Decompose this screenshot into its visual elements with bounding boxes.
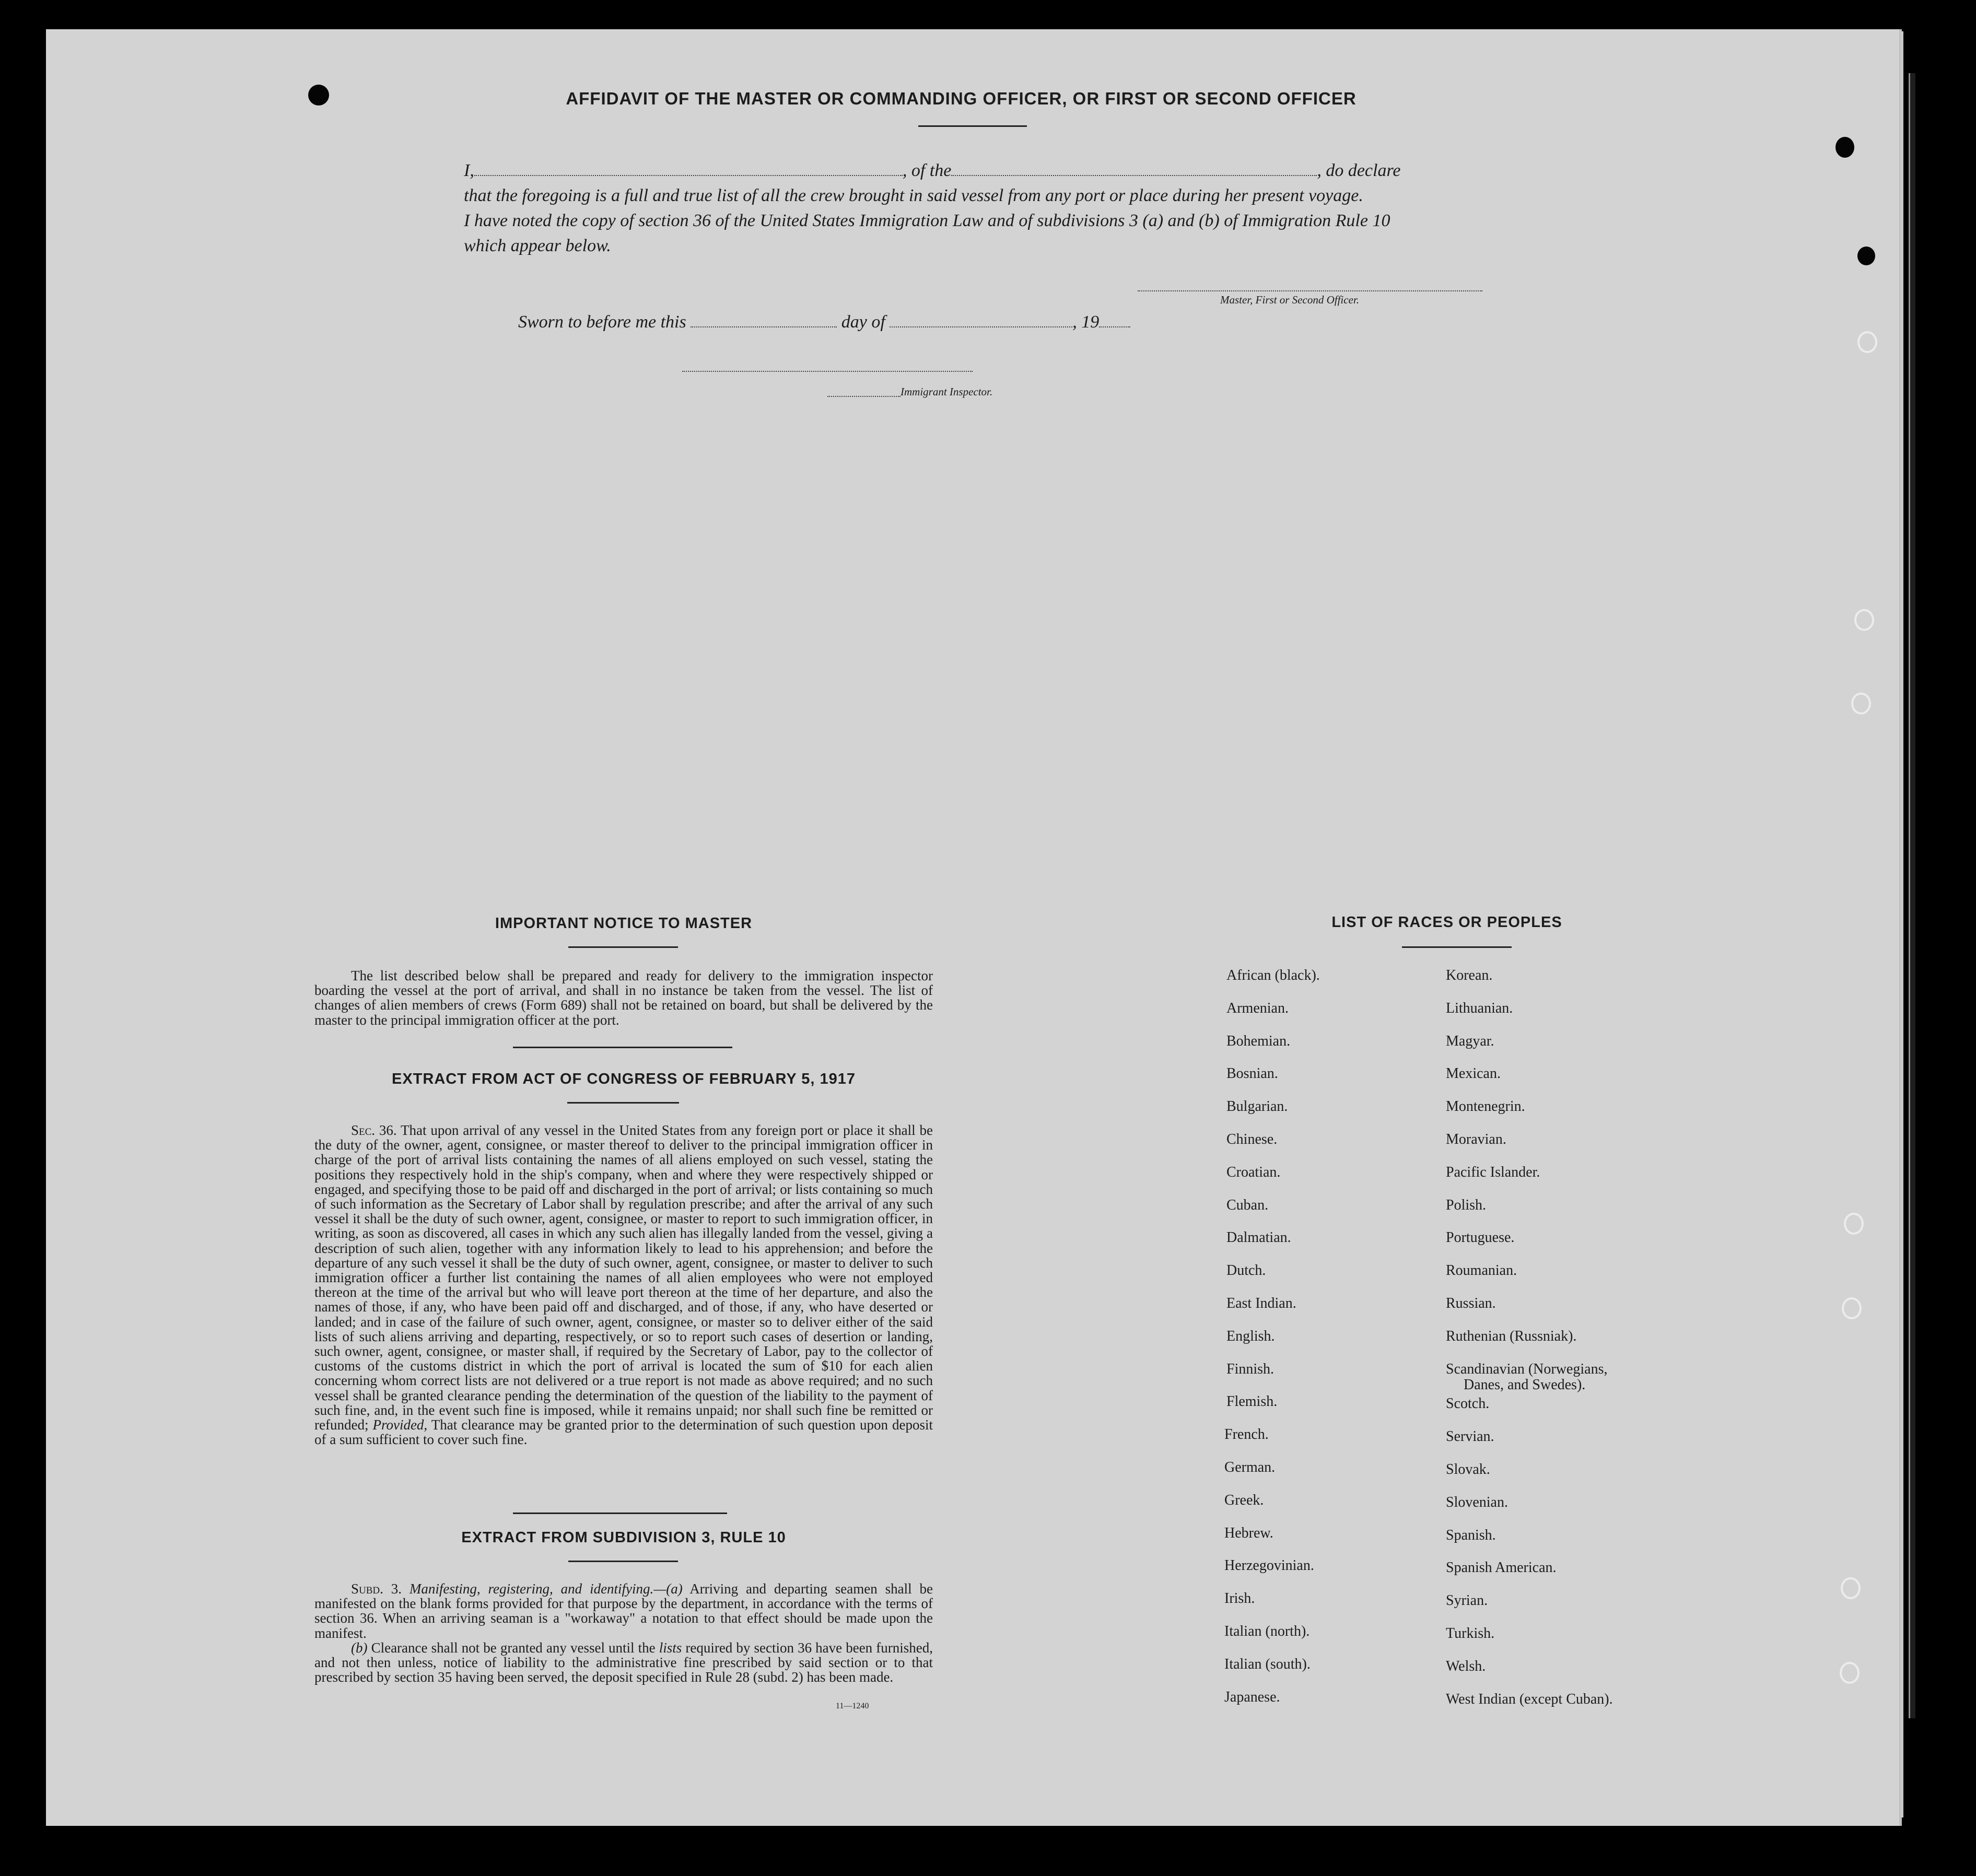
race-item: Roumanian.: [1446, 1262, 1517, 1279]
binder-hole: [1841, 1577, 1861, 1599]
binder-hole: [1857, 331, 1877, 353]
act-text-b: That clearance may be granted prior to the determination of such question upon deposit of a sum sufficient to cover such fine.: [314, 1417, 933, 1448]
race-item: Montenegrin.: [1446, 1098, 1525, 1115]
officer-signature-line[interactable]: [1138, 290, 1482, 291]
race-item: Hebrew.: [1224, 1525, 1273, 1541]
race-item: Polish.: [1446, 1197, 1487, 1213]
race-item: Italian (south).: [1224, 1656, 1311, 1672]
act-text-a: That upon arrival of any vessel in the United States from any foreign port or place it shall be the duty of the owner, agent, consignee, or master thereof to deliver to the principal immigration officer in charge of the port of arrival lists containing the names of all aliens employed on such vessel, stating the positions they respectively hold in the ship's company, when and where they were respectively shipped or engaged, and specifying those to be paid off and discharged in the port of arrival; or lists containing so much of such information as the Secretary of Labor shall by regulation prescribe; and after the arrival of any such vessel it shall be the duty of such owner, agent, consignee, or master to report to such immigration officer, in writing, as soon as discovered, all cases in which any such alien has illegally landed from the vessel, giving a description of such alien, together with any information likely to lead to his apprehension; and before the departure of any such vessel it shall be the duty of such owner, agent, consignee, or master to deliver to such immigration officer a further list containing the names of all alien employees who were not employed thereon at the time of the arrival but who will leave port thereon at the time of her departure, and also the names of those, if any, who have been paid off and discharged, and of those, if any, who have deserted or landed; and in case of the failure of such owner, agent, consignee, or master so to deliver either of the said lists of such aliens arriving and departing, respectively, or so to report such cases of desertion or landing, such owner, agent, consignee, or master shall, if required by the Secretary of Labor, pay to the collector of customs of the customs district in which the port of arrival is located the sum of $10 for each alien concerning whom correct lists are not delivered or a true report is not made as above required; and no such vessel shall be granted clearance pending the determination of the question of the liability to the payment of such fine, and, in the event such fine is imposed, while it remains unpaid; nor shall such fine be remitted or refunded;: [314, 1122, 933, 1433]
officer-caption: Master, First or Second Officer.: [1220, 294, 1359, 306]
race-item: Ruthenian (Russniak).: [1446, 1328, 1577, 1344]
affidavit-line-2: that the foregoing is a full and true list of all the crew brought in said vessel from any port or place during her present voyage.: [464, 186, 1363, 205]
race-item: Flemish.: [1226, 1393, 1278, 1410]
rule-text-a: Arriving and departing seamen shall be manifested on the blank forms provided for that purpose by the department, in accordance with the terms of section 36. When an arriving seaman is a "workaway" a notation to that effect should be made upon the manifest.: [314, 1581, 933, 1641]
race-item: Pacific Islander.: [1446, 1164, 1540, 1180]
race-item: Scandinavian (Norwegians,: [1446, 1361, 1608, 1377]
race-item: Mexican.: [1446, 1065, 1501, 1082]
affidavit-line-3: I have noted the copy of section 36 of the United States Immigration Law and of subdivisions 3 (a) and (b) of Immigration Rule 10: [464, 211, 1390, 230]
rule-paragraph-a: [314, 1581, 933, 1640]
race-item: Scotch.: [1446, 1396, 1490, 1412]
inspector-caption: Immigrant Inspector.: [901, 385, 993, 398]
race-item: Cuban.: [1226, 1197, 1269, 1213]
affidavit-i-label: I,: [464, 161, 474, 180]
race-item: Moravian.: [1446, 1131, 1506, 1147]
divider: [513, 1047, 732, 1048]
sworn-year-field[interactable]: [1099, 326, 1130, 327]
race-item: Servian.: [1446, 1428, 1494, 1445]
race-item: Armenian.: [1226, 1000, 1289, 1016]
race-item: German.: [1224, 1459, 1276, 1475]
vessel-field[interactable]: [951, 175, 1317, 176]
punch-mark: [1857, 247, 1875, 265]
affidavit-title: AFFIDAVIT OF THE MASTER OR COMMANDING OFFICER, OR FIRST OR SECOND OFFICER: [566, 89, 1357, 108]
binder-hole: [1851, 693, 1871, 714]
race-item: Russian.: [1446, 1295, 1496, 1311]
race-item: Irish.: [1224, 1590, 1255, 1607]
race-item: Bohemian.: [1226, 1033, 1291, 1049]
race-item: Herzegovinian.: [1224, 1557, 1314, 1574]
sworn-day-field[interactable]: [691, 326, 837, 327]
race-item: Dutch.: [1226, 1262, 1266, 1279]
race-item: Bulgarian.: [1226, 1098, 1288, 1115]
day-of-label: day of: [841, 312, 885, 332]
affidavit-line-4: which appear below.: [464, 236, 611, 255]
race-item: Lithuanian.: [1446, 1000, 1513, 1016]
race-item: African (black).: [1226, 967, 1320, 983]
race-item: West Indian (except Cuban).: [1446, 1691, 1613, 1707]
divider: [918, 125, 1027, 127]
race-item: Syrian.: [1446, 1592, 1488, 1609]
race-item: Japanese.: [1224, 1689, 1280, 1705]
notice-title: IMPORTANT NOTICE TO MASTER: [495, 915, 753, 932]
underlying-page-edge: [1909, 73, 1915, 1718]
punch-mark: [308, 85, 329, 105]
race-item: Italian (north).: [1224, 1623, 1310, 1639]
rule-paragraph-b: [314, 1640, 933, 1685]
subd-heading: Manifesting, registering, and identifying.—(a): [409, 1581, 683, 1597]
race-item: Spanish.: [1446, 1527, 1496, 1543]
race-item: Magyar.: [1446, 1033, 1494, 1049]
race-item: Portuguese.: [1446, 1229, 1515, 1246]
rule-text-b1: Clearance shall not be granted any vessel until the: [371, 1639, 656, 1656]
race-item: Korean.: [1446, 967, 1493, 983]
race-item: French.: [1224, 1426, 1269, 1443]
race-item: East Indian.: [1226, 1295, 1296, 1311]
race-item: Bosnian.: [1226, 1065, 1278, 1082]
rule-text-b2: required by section 36 have been furnished, and not then unless, notice of liability to the administrative fine prescribed by said section or to that prescribed by section 35 having been served, the deposit specified in Rule 28 (subd. 2) has been made.: [314, 1639, 933, 1685]
race-item: Turkish.: [1446, 1625, 1495, 1642]
notice-paragraph: The list described below shall be prepared and ready for delivery to the immigration inspector boarding the vessel at the port of arrival, and shall in no instance be taken from the vessel. The list of changes of alien members of crews (Form 689) shall not be retained on board, but shall be delivered by the master to the principal immigration officer at the port.: [314, 968, 933, 1028]
races-title: LIST OF RACES OR PEOPLES: [1331, 914, 1562, 931]
provided-word: Provided,: [372, 1417, 428, 1433]
b-label: (b): [351, 1639, 368, 1656]
sworn-label: Sworn to before me this: [518, 312, 686, 332]
divider: [513, 1512, 727, 1514]
race-item-continuation: Danes, and Swedes).: [1464, 1377, 1586, 1393]
race-item: Finnish.: [1226, 1361, 1275, 1377]
name-field[interactable]: [474, 175, 903, 176]
punch-mark: [1835, 137, 1854, 158]
divider: [1402, 946, 1512, 948]
race-item: Spanish American.: [1446, 1560, 1557, 1576]
divider: [568, 946, 678, 948]
year-label: , 19: [1072, 312, 1100, 332]
page-edge: [1900, 31, 1903, 1818]
rule-title: EXTRACT FROM SUBDIVISION 3, RULE 10: [461, 1529, 786, 1546]
sworn-line: [518, 312, 1130, 332]
notice-text: [314, 968, 933, 1027]
act-paragraph: [314, 1123, 933, 1447]
form-number: 11—1240: [836, 1702, 869, 1710]
divider: [567, 1102, 679, 1104]
binder-hole: [1844, 1213, 1864, 1235]
rule-text: [314, 1581, 933, 1684]
divider: [568, 1561, 678, 1562]
affidavit-of-the-label: , of the: [902, 161, 952, 180]
race-item: Chinese.: [1226, 1131, 1278, 1147]
race-item: Greek.: [1224, 1492, 1264, 1508]
affidavit-line-1: [464, 161, 1401, 181]
act-text: [314, 1123, 933, 1447]
lists-word: lists: [659, 1639, 682, 1656]
binder-hole: [1842, 1297, 1862, 1319]
binder-hole: [1854, 609, 1874, 631]
act-title: EXTRACT FROM ACT OF CONGRESS OF FEBRUARY 5, 1917: [391, 1071, 856, 1087]
binder-hole: [1840, 1662, 1860, 1684]
race-item: Welsh.: [1446, 1658, 1486, 1674]
race-item: Slovenian.: [1446, 1494, 1508, 1510]
inspector-signature-line[interactable]: [682, 371, 973, 372]
race-item: Slovak.: [1446, 1461, 1490, 1478]
inspector-dotted-lead: [827, 396, 901, 397]
race-item: English.: [1226, 1328, 1275, 1344]
sworn-month-field[interactable]: [890, 326, 1072, 327]
sec-label: Sec. 36.: [351, 1122, 397, 1138]
affidavit-declare-label: , do declare: [1317, 161, 1401, 180]
race-item: Dalmatian.: [1226, 1229, 1291, 1246]
subd-label: Subd. 3.: [351, 1581, 402, 1597]
race-item: Croatian.: [1226, 1164, 1281, 1180]
